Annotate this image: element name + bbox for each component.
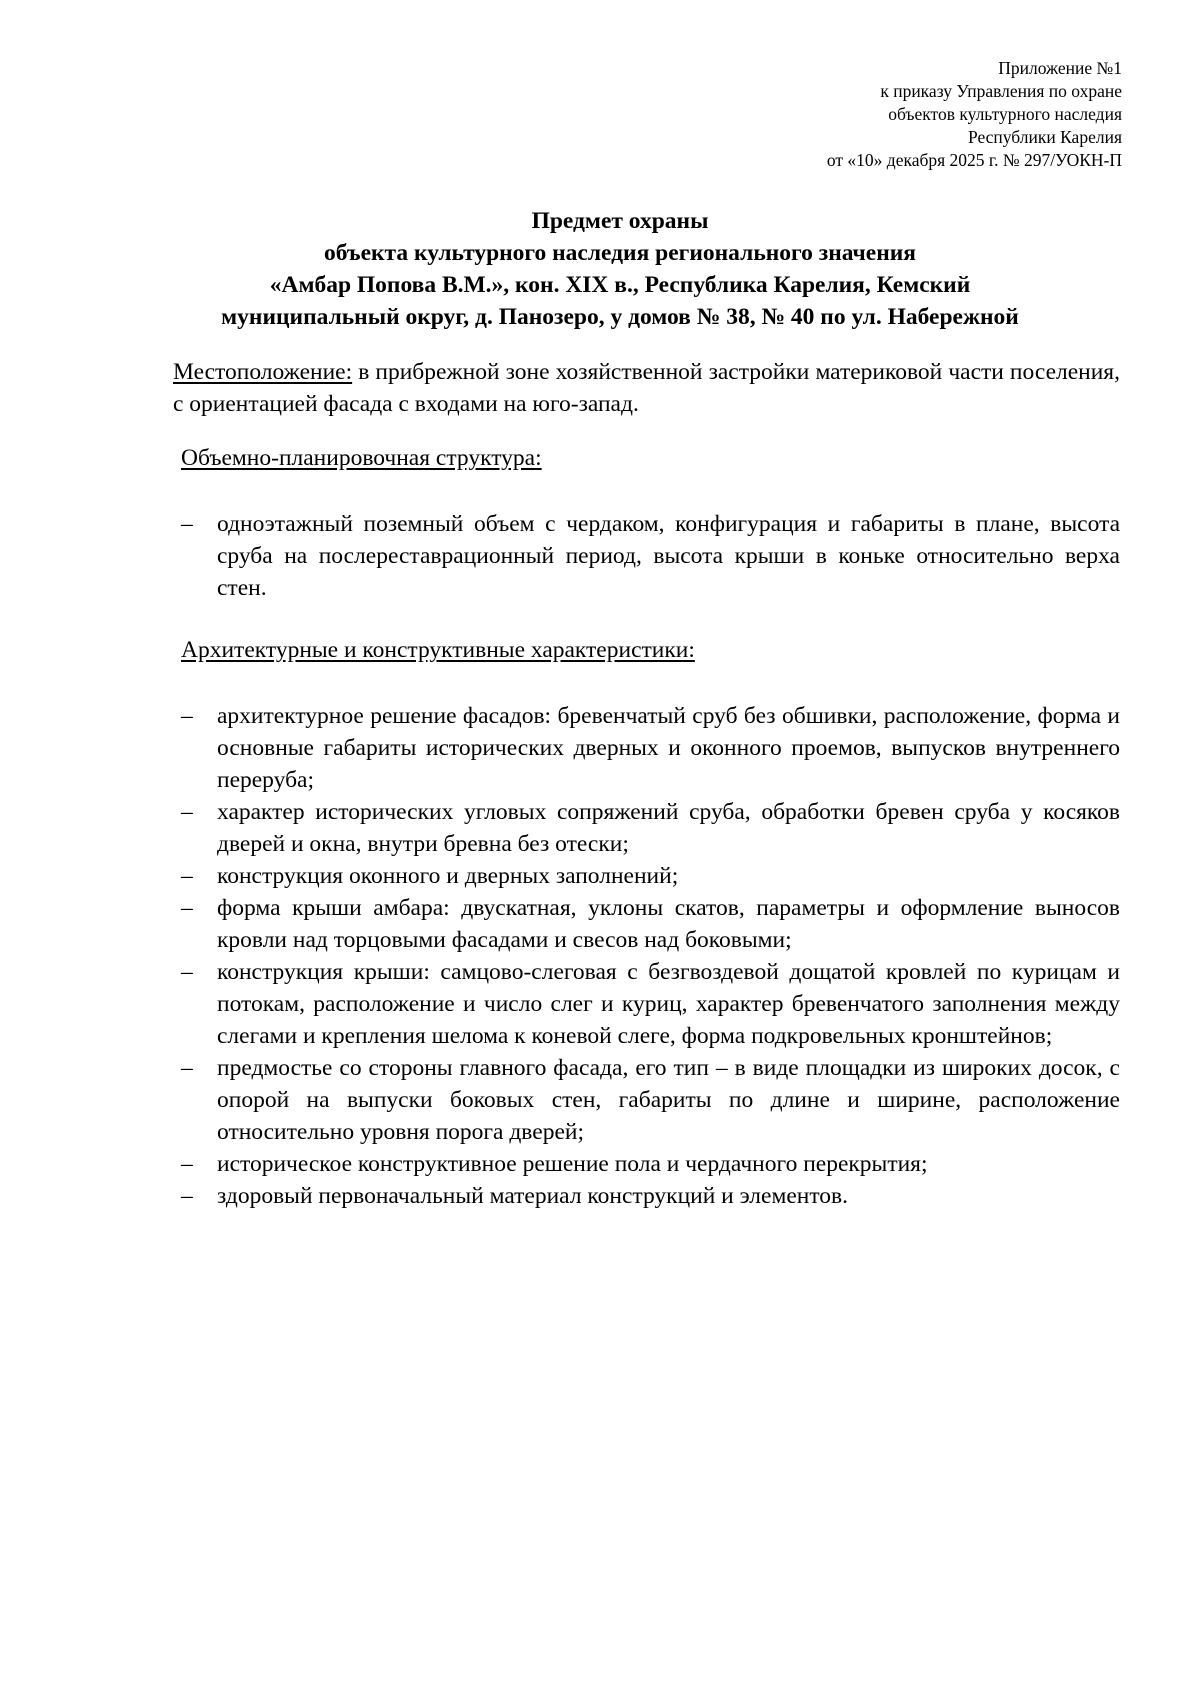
section-heading-label: Объемно-планировочная структура:	[181, 445, 542, 471]
location-text: в прибрежной зоне хозяйственной застройки материковой части поселения, с ориентацией фасада с входами на юго-запад.	[173, 359, 1120, 417]
section-heading-architecture	[173, 634, 1120, 666]
appendix-header	[602, 57, 1122, 172]
list-item	[173, 1180, 1120, 1212]
list-item-text: форма крыши амбара: двускатная, уклоны скатов, параметры и оформление выносов кровли над торцовыми фасадами и свесов над боковыми;	[217, 895, 1120, 953]
list-dash: –	[181, 1151, 193, 1177]
appendix-line: к приказу Управления по охране	[880, 81, 1122, 101]
list-dash: –	[181, 959, 193, 985]
appendix-line: объектов культурного наследия	[888, 104, 1122, 124]
appendix-line: Республики Карелия	[967, 127, 1122, 147]
list-item-text: историческое конструктивное решение пола и чердачного перекрытия;	[217, 1151, 928, 1177]
list-dash: –	[181, 703, 193, 729]
document-title	[110, 205, 1130, 333]
list-dash: –	[181, 895, 193, 921]
list-item	[173, 1052, 1120, 1148]
list-dash: –	[181, 1055, 193, 1081]
title-line: муниципальный округ, д. Панозеро, у домов № 38, № 40 по ул. Набережной	[221, 304, 1019, 330]
list-item	[173, 1148, 1120, 1180]
title-line: объекта культурного наследия регионального значения	[323, 240, 917, 266]
list-item-text: конструкция оконного и дверных заполнений;	[217, 863, 679, 889]
list-item	[173, 700, 1120, 796]
appendix-line: Приложение №1	[998, 58, 1122, 78]
list-item-text: предмостье со стороны главного фасада, его тип – в виде площадки из широких досок, с опорой на выпуски боковых стен, габариты по длине и ширине, расположение относительно уровня порога дверей;	[217, 1055, 1120, 1145]
section-heading-structure	[173, 442, 1120, 474]
list-item	[173, 892, 1120, 956]
list-item	[173, 508, 1120, 604]
list-item-text: здоровый первоначальный материал конструкций и элементов.	[217, 1183, 849, 1209]
location-label: Местоположение:	[173, 359, 353, 385]
title-line: Предмет охраны	[531, 208, 709, 234]
list-item-text: характер исторических угловых сопряжений сруба, обработки бревен сруба у косяков дверей и окна, внутри бревна без отески;	[217, 799, 1120, 857]
list-item-text: архитектурное решение фасадов: бревенчатый сруб без обшивки, расположение, форма и основные габариты исторических дверных и оконного проемов, выпусков внутреннего переруба;	[217, 703, 1120, 793]
list-dash: –	[181, 863, 193, 889]
appendix-line: от «10» декабря 2025 г. № 297/УОКН-П	[826, 150, 1122, 170]
list-item-text: конструкция крыши: самцово-слеговая с безгвоздевой дощатой кровлей по курицам и потокам, расположение и число слег и куриц, характер бревенчатого заполнения между слегами и крепления шелома к коневой слеге, форма подкровельных кронштейнов;	[217, 959, 1120, 1049]
list-dash: –	[181, 799, 193, 825]
list-item	[173, 860, 1120, 892]
section-heading-label: Архитектурные и конструктивные характеристики:	[181, 637, 695, 663]
list-item	[173, 796, 1120, 860]
location-paragraph	[173, 356, 1120, 420]
list-dash: –	[181, 1183, 193, 1209]
list-item-text: одноэтажный поземный объем с чердаком, конфигурация и габариты в плане, высота сруба на послереставрационный период, высота крыши в коньке относительно верха стен.	[217, 511, 1120, 601]
structure-list	[173, 508, 1120, 604]
title-line: «Амбар Попова В.М.», кон. XIX в., Республика Карелия, Кемский	[269, 272, 971, 298]
list-dash: –	[181, 511, 193, 537]
list-item	[173, 956, 1120, 1052]
architecture-list	[173, 700, 1120, 1212]
document-body	[173, 356, 1120, 1212]
